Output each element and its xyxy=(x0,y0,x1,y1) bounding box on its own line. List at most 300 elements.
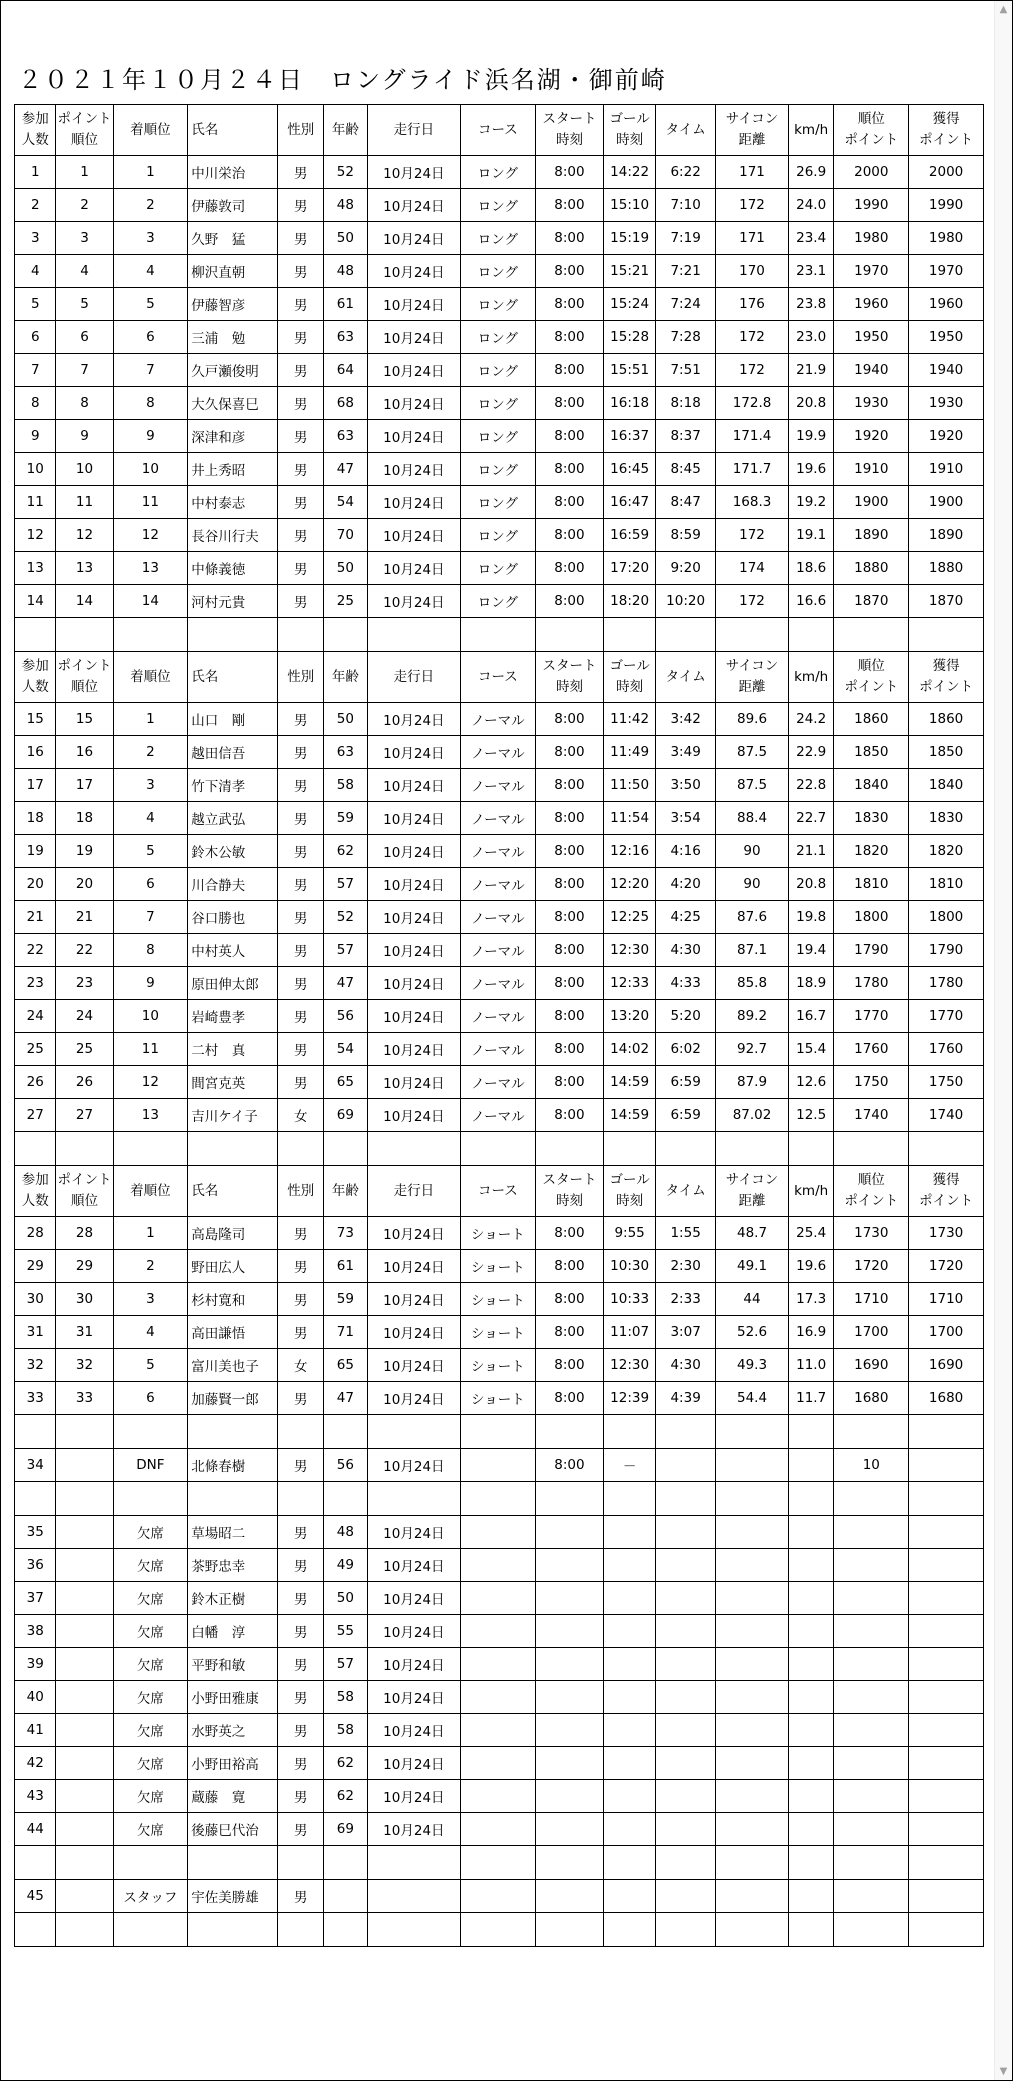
table-cell: 越田信吾 xyxy=(188,736,278,769)
table-cell: 1960 xyxy=(834,288,909,321)
table-cell: 3:42 xyxy=(656,703,716,736)
table-cell: 65 xyxy=(324,1066,368,1099)
table-cell: 杉村寛和 xyxy=(188,1283,278,1316)
table-cell: 8 xyxy=(113,934,188,967)
table-cell: 15:24 xyxy=(604,288,656,321)
table-cell: 10月24日 xyxy=(367,1382,460,1415)
table-cell: 19.2 xyxy=(788,486,834,519)
table-row xyxy=(15,1780,984,1813)
table-cell: 3 xyxy=(56,222,113,255)
table-row xyxy=(15,802,984,835)
table-cell: 171.7 xyxy=(716,453,789,486)
table-cell: 2:33 xyxy=(656,1283,716,1316)
table-cell: 1750 xyxy=(909,1066,984,1099)
table-cell xyxy=(604,1714,656,1747)
table-cell: 24 xyxy=(56,1000,113,1033)
table-cell: 17:20 xyxy=(604,552,656,585)
table-cell: 19.6 xyxy=(788,1250,834,1283)
table-cell: 88.4 xyxy=(716,802,789,835)
table-cell: 68 xyxy=(324,387,368,420)
table-cell: 48.7 xyxy=(716,1217,789,1250)
table-cell: 8:47 xyxy=(656,486,716,519)
table-cell: 2000 xyxy=(834,156,909,189)
table-cell: 11 xyxy=(113,486,188,519)
table-cell: 8:00 xyxy=(535,486,603,519)
table-cell: 62 xyxy=(324,1747,368,1780)
table-cell: 10月24日 xyxy=(367,1615,460,1648)
table-row xyxy=(15,189,984,222)
table-row xyxy=(15,1582,984,1615)
table-cell xyxy=(716,1582,789,1615)
table-cell: 1700 xyxy=(834,1316,909,1349)
table-cell: 8:00 xyxy=(535,736,603,769)
table-cell xyxy=(535,1582,603,1615)
table-cell xyxy=(716,1516,789,1549)
table-cell xyxy=(788,1714,834,1747)
table-cell: ショート xyxy=(461,1250,536,1283)
table-cell: 13 xyxy=(113,552,188,585)
triangle-up-icon[interactable]: ▲ xyxy=(999,4,1008,15)
table-cell xyxy=(56,1549,113,1582)
header-cell: 氏名 xyxy=(188,1166,278,1217)
table-cell xyxy=(834,1615,909,1648)
table-cell: 13 xyxy=(15,552,56,585)
spacer-row xyxy=(15,1415,984,1449)
table-row xyxy=(15,1217,984,1250)
table-cell: 1780 xyxy=(834,967,909,1000)
table-cell: 8:00 xyxy=(535,1250,603,1283)
table-cell: ノーマル xyxy=(461,802,536,835)
table-row xyxy=(15,552,984,585)
table-cell: 10月24日 xyxy=(367,1000,460,1033)
table-cell: 女 xyxy=(278,1099,324,1132)
table-cell: 18.6 xyxy=(788,552,834,585)
table-cell: 20 xyxy=(56,868,113,901)
table-cell: 13:20 xyxy=(604,1000,656,1033)
table-cell: 56 xyxy=(324,1000,368,1033)
header-cell: 性別 xyxy=(278,1166,324,1217)
table-cell: 欠席 xyxy=(113,1714,188,1747)
table-cell: 10月24日 xyxy=(367,1582,460,1615)
table-cell: 1960 xyxy=(909,288,984,321)
table-cell: 16:45 xyxy=(604,453,656,486)
table-cell: 2:30 xyxy=(656,1250,716,1283)
table-cell: 1710 xyxy=(834,1283,909,1316)
table-cell: 11:50 xyxy=(604,769,656,802)
header-cell: 順位 ポイント xyxy=(834,105,909,156)
table-cell: 8:00 xyxy=(535,835,603,868)
table-cell xyxy=(461,1681,536,1714)
table-cell xyxy=(788,1648,834,1681)
header-cell: ポイント 順位 xyxy=(56,105,113,156)
table-cell: ロング xyxy=(461,354,536,387)
table-cell: 47 xyxy=(324,967,368,1000)
table-cell: 22 xyxy=(56,934,113,967)
table-cell: 1990 xyxy=(909,189,984,222)
spacer-row xyxy=(15,1913,984,1947)
table-cell xyxy=(461,1714,536,1747)
table-cell xyxy=(656,1516,716,1549)
table-cell: 北條春樹 xyxy=(188,1449,278,1482)
table-cell: 大久保喜巳 xyxy=(188,387,278,420)
table-cell: 57 xyxy=(324,934,368,967)
table-cell xyxy=(788,1449,834,1482)
table-cell: 15:21 xyxy=(604,255,656,288)
table-cell: 岩崎豊孝 xyxy=(188,1000,278,1033)
table-cell xyxy=(716,1449,789,1482)
table-cell: 欠席 xyxy=(113,1747,188,1780)
table-cell: 10月24日 xyxy=(367,1449,460,1482)
table-cell: 6:59 xyxy=(656,1066,716,1099)
spacer-row xyxy=(15,1846,984,1880)
table-cell: 2 xyxy=(56,189,113,222)
table-cell: DNF xyxy=(113,1449,188,1482)
table-cell: 男 xyxy=(278,486,324,519)
table-cell: 20.8 xyxy=(788,868,834,901)
header-cell: サイコン 距離 xyxy=(716,652,789,703)
table-cell xyxy=(56,1516,113,1549)
table-cell: 14 xyxy=(56,585,113,618)
table-cell: ノーマル xyxy=(461,835,536,868)
table-cell: 10月24日 xyxy=(367,354,460,387)
table-cell xyxy=(535,1681,603,1714)
table-cell: 10月24日 xyxy=(367,1283,460,1316)
table-cell: 欠席 xyxy=(113,1780,188,1813)
table-cell: 10月24日 xyxy=(367,453,460,486)
table-cell: 24 xyxy=(15,1000,56,1033)
table-cell: 柳沢直朝 xyxy=(188,255,278,288)
header-cell: タイム xyxy=(656,105,716,156)
table-cell: 11:54 xyxy=(604,802,656,835)
table-cell xyxy=(656,1747,716,1780)
table-cell xyxy=(834,1549,909,1582)
table-cell xyxy=(535,1747,603,1780)
table-cell xyxy=(56,1615,113,1648)
table-cell: 1680 xyxy=(834,1382,909,1415)
table-cell: 4 xyxy=(113,1316,188,1349)
table-cell: 48 xyxy=(324,1516,368,1549)
table-cell: 12 xyxy=(113,1066,188,1099)
table-cell xyxy=(834,1681,909,1714)
table-cell: 10月24日 xyxy=(367,1780,460,1813)
table-cell xyxy=(788,1582,834,1615)
table-cell: 中村英人 xyxy=(188,934,278,967)
table-cell: 19 xyxy=(56,835,113,868)
header-row xyxy=(15,105,984,156)
table-cell xyxy=(604,1615,656,1648)
table-cell: 69 xyxy=(324,1813,368,1846)
table-cell: 1820 xyxy=(834,835,909,868)
table-cell: 6 xyxy=(15,321,56,354)
table-cell: 1 xyxy=(56,156,113,189)
table-cell: 8:00 xyxy=(535,420,603,453)
header-row xyxy=(15,1166,984,1217)
table-cell xyxy=(56,1681,113,1714)
table-cell: 1990 xyxy=(834,189,909,222)
table-cell xyxy=(716,1648,789,1681)
table-row xyxy=(15,486,984,519)
table-cell: 10 xyxy=(113,1000,188,1033)
table-cell: 31 xyxy=(15,1316,56,1349)
table-cell: 40 xyxy=(15,1681,56,1714)
table-cell xyxy=(461,1813,536,1846)
table-cell xyxy=(909,1516,984,1549)
table-cell: 54 xyxy=(324,486,368,519)
table-cell xyxy=(788,1681,834,1714)
table-cell: 欠席 xyxy=(113,1681,188,1714)
table-cell: ロング xyxy=(461,453,536,486)
table-cell: 8 xyxy=(56,387,113,420)
table-cell: 5 xyxy=(15,288,56,321)
table-cell: 59 xyxy=(324,802,368,835)
table-cell: 23.1 xyxy=(788,255,834,288)
table-cell: 男 xyxy=(278,420,324,453)
table-cell: 10月24日 xyxy=(367,1250,460,1283)
header-cell: ゴール 時刻 xyxy=(604,1166,656,1217)
table-cell: 45 xyxy=(15,1880,56,1913)
table-cell: 170 xyxy=(716,255,789,288)
table-cell: 33 xyxy=(56,1382,113,1415)
table-cell: 55 xyxy=(324,1615,368,1648)
table-cell: 10月24日 xyxy=(367,1217,460,1250)
header-cell: 参加 人数 xyxy=(15,652,56,703)
table-cell: 4:33 xyxy=(656,967,716,1000)
table-cell: 7:28 xyxy=(656,321,716,354)
table-cell: 28 xyxy=(56,1217,113,1250)
triangle-down-icon[interactable]: ▼ xyxy=(999,2066,1008,2077)
table-cell: 4:16 xyxy=(656,835,716,868)
table-cell: 1900 xyxy=(834,486,909,519)
table-cell xyxy=(909,1681,984,1714)
table-cell: 69 xyxy=(324,1099,368,1132)
table-cell: 男 xyxy=(278,1250,324,1283)
table-cell: 男 xyxy=(278,1449,324,1482)
table-cell: 92.7 xyxy=(716,1033,789,1066)
table-cell: 17.3 xyxy=(788,1283,834,1316)
table-cell: 11.0 xyxy=(788,1349,834,1382)
table-cell xyxy=(716,1747,789,1780)
table-cell: 13 xyxy=(56,552,113,585)
header-cell: スタート 時刻 xyxy=(535,652,603,703)
table-cell: 6 xyxy=(113,868,188,901)
table-cell xyxy=(788,1615,834,1648)
table-cell: 7 xyxy=(15,354,56,387)
table-cell: 宇佐美勝雄 xyxy=(188,1880,278,1913)
vertical-scrollbar[interactable] xyxy=(994,1,1012,2080)
table-cell: 1790 xyxy=(909,934,984,967)
table-row xyxy=(15,585,984,618)
table-cell: 172 xyxy=(716,189,789,222)
table-cell: 1860 xyxy=(834,703,909,736)
table-cell: 10月24日 xyxy=(367,868,460,901)
table-cell xyxy=(656,1648,716,1681)
table-cell: 30 xyxy=(56,1283,113,1316)
table-cell: 23.8 xyxy=(788,288,834,321)
table-cell: 6:59 xyxy=(656,1099,716,1132)
table-cell: 10月24日 xyxy=(367,769,460,802)
table-cell: 男 xyxy=(278,519,324,552)
table-cell: 欠席 xyxy=(113,1648,188,1681)
table-cell: 1900 xyxy=(909,486,984,519)
table-cell: 22.8 xyxy=(788,769,834,802)
table-cell: 1700 xyxy=(909,1316,984,1349)
table-cell xyxy=(604,1813,656,1846)
table-cell: 11:42 xyxy=(604,703,656,736)
table-cell xyxy=(535,1516,603,1549)
table-cell xyxy=(604,1880,656,1913)
table-cell: 1690 xyxy=(834,1349,909,1382)
table-cell: 1870 xyxy=(909,585,984,618)
table-cell xyxy=(656,1880,716,1913)
table-cell: 8:00 xyxy=(535,387,603,420)
table-cell: 10月24日 xyxy=(367,703,460,736)
table-cell: 2 xyxy=(113,736,188,769)
table-row xyxy=(15,868,984,901)
header-cell: 獲得 ポイント xyxy=(909,1166,984,1217)
table-cell: 17 xyxy=(56,769,113,802)
table-cell: 61 xyxy=(324,1250,368,1283)
table-row xyxy=(15,1066,984,1099)
table-cell: 平野和敏 xyxy=(188,1648,278,1681)
table-cell xyxy=(367,1880,460,1913)
table-cell: 59 xyxy=(324,1283,368,1316)
table-cell: 久戸瀬俊明 xyxy=(188,354,278,387)
table-cell: 1730 xyxy=(909,1217,984,1250)
table-cell: 7 xyxy=(56,354,113,387)
table-cell: 鈴木正樹 xyxy=(188,1582,278,1615)
table-cell: 1930 xyxy=(909,387,984,420)
table-cell: 21 xyxy=(56,901,113,934)
table-cell: 8:00 xyxy=(535,1349,603,1382)
table-cell: 10月24日 xyxy=(367,552,460,585)
table-cell xyxy=(909,1582,984,1615)
table-cell: ロング xyxy=(461,255,536,288)
table-cell: 11 xyxy=(15,486,56,519)
table-cell: 12:20 xyxy=(604,868,656,901)
table-cell: 10月24日 xyxy=(367,321,460,354)
header-cell: コース xyxy=(461,652,536,703)
table-cell: 16:47 xyxy=(604,486,656,519)
table-cell: 10月24日 xyxy=(367,1033,460,1066)
table-cell: 18 xyxy=(56,802,113,835)
table-cell: 1790 xyxy=(834,934,909,967)
table-cell: 8:00 xyxy=(535,585,603,618)
header-cell: スタート 時刻 xyxy=(535,1166,603,1217)
table-cell: 70 xyxy=(324,519,368,552)
table-cell: 5 xyxy=(113,288,188,321)
table-cell: 2 xyxy=(113,189,188,222)
table-cell: 10月24日 xyxy=(367,189,460,222)
table-cell: 9 xyxy=(113,420,188,453)
header-cell: 走行日 xyxy=(367,105,460,156)
table-cell: 8:45 xyxy=(656,453,716,486)
header-cell: ポイント 順位 xyxy=(56,652,113,703)
table-cell: 14:22 xyxy=(604,156,656,189)
table-cell: 1730 xyxy=(834,1217,909,1250)
table-cell: 21 xyxy=(15,901,56,934)
table-cell: 23 xyxy=(15,967,56,1000)
table-cell: 加藤賢一郎 xyxy=(188,1382,278,1415)
table-cell xyxy=(56,1780,113,1813)
table-cell: 男 xyxy=(278,1316,324,1349)
table-cell: 伊藤敦司 xyxy=(188,189,278,222)
table-cell: 10月24日 xyxy=(367,156,460,189)
table-cell: 小野田裕高 xyxy=(188,1747,278,1780)
table-row xyxy=(15,835,984,868)
table-cell: 25 xyxy=(56,1033,113,1066)
table-cell: 4 xyxy=(113,802,188,835)
table-cell: 87.02 xyxy=(716,1099,789,1132)
table-cell xyxy=(535,1714,603,1747)
table-cell: ノーマル xyxy=(461,1000,536,1033)
table-cell: ロング xyxy=(461,222,536,255)
table-cell: 久野 猛 xyxy=(188,222,278,255)
table-cell: 50 xyxy=(324,552,368,585)
table-cell: 14 xyxy=(113,585,188,618)
table-cell: 16:59 xyxy=(604,519,656,552)
table-cell: 12:16 xyxy=(604,835,656,868)
table-cell: 71 xyxy=(324,1316,368,1349)
header-cell: 獲得 ポイント xyxy=(909,105,984,156)
table-cell: 1680 xyxy=(909,1382,984,1415)
table-cell: 47 xyxy=(324,453,368,486)
table-cell: 11.7 xyxy=(788,1382,834,1415)
table-cell: 32 xyxy=(56,1349,113,1382)
table-cell: 20.8 xyxy=(788,387,834,420)
table-cell: 10月24日 xyxy=(367,934,460,967)
table-cell xyxy=(788,1880,834,1913)
table-cell xyxy=(56,1449,113,1482)
table-cell: 茶野忠幸 xyxy=(188,1549,278,1582)
table-cell xyxy=(909,1648,984,1681)
table-cell: 6:02 xyxy=(656,1033,716,1066)
table-cell: 8:00 xyxy=(535,1217,603,1250)
table-cell: － xyxy=(604,1449,656,1482)
table-cell: 1 xyxy=(15,156,56,189)
table-cell: 3 xyxy=(113,1283,188,1316)
table-cell: 7:19 xyxy=(656,222,716,255)
table-cell: 9:20 xyxy=(656,552,716,585)
table-cell: 10月24日 xyxy=(367,1316,460,1349)
table-cell: ノーマル xyxy=(461,901,536,934)
header-cell: 順位 ポイント xyxy=(834,652,909,703)
table-cell: 8:00 xyxy=(535,321,603,354)
table-cell: ノーマル xyxy=(461,1066,536,1099)
table-cell: 21.1 xyxy=(788,835,834,868)
table-cell: 男 xyxy=(278,1615,324,1648)
table-cell: 男 xyxy=(278,156,324,189)
table-cell: 8:00 xyxy=(535,189,603,222)
table-cell: 1850 xyxy=(834,736,909,769)
table-cell: 38 xyxy=(15,1615,56,1648)
table-cell: 1970 xyxy=(909,255,984,288)
table-cell xyxy=(56,1582,113,1615)
table-cell: 15:10 xyxy=(604,189,656,222)
table-cell: 87.5 xyxy=(716,736,789,769)
table-cell: 山口 剛 xyxy=(188,703,278,736)
table-cell xyxy=(535,1648,603,1681)
table-cell: 171.4 xyxy=(716,420,789,453)
table-cell: 吉川ケイ子 xyxy=(188,1099,278,1132)
table-row xyxy=(15,1099,984,1132)
table-cell: 172 xyxy=(716,321,789,354)
table-cell: 1690 xyxy=(909,1349,984,1382)
table-cell: 31 xyxy=(56,1316,113,1349)
table-cell xyxy=(656,1582,716,1615)
table-cell: 1920 xyxy=(909,420,984,453)
table-cell: 64 xyxy=(324,354,368,387)
table-cell: 62 xyxy=(324,835,368,868)
